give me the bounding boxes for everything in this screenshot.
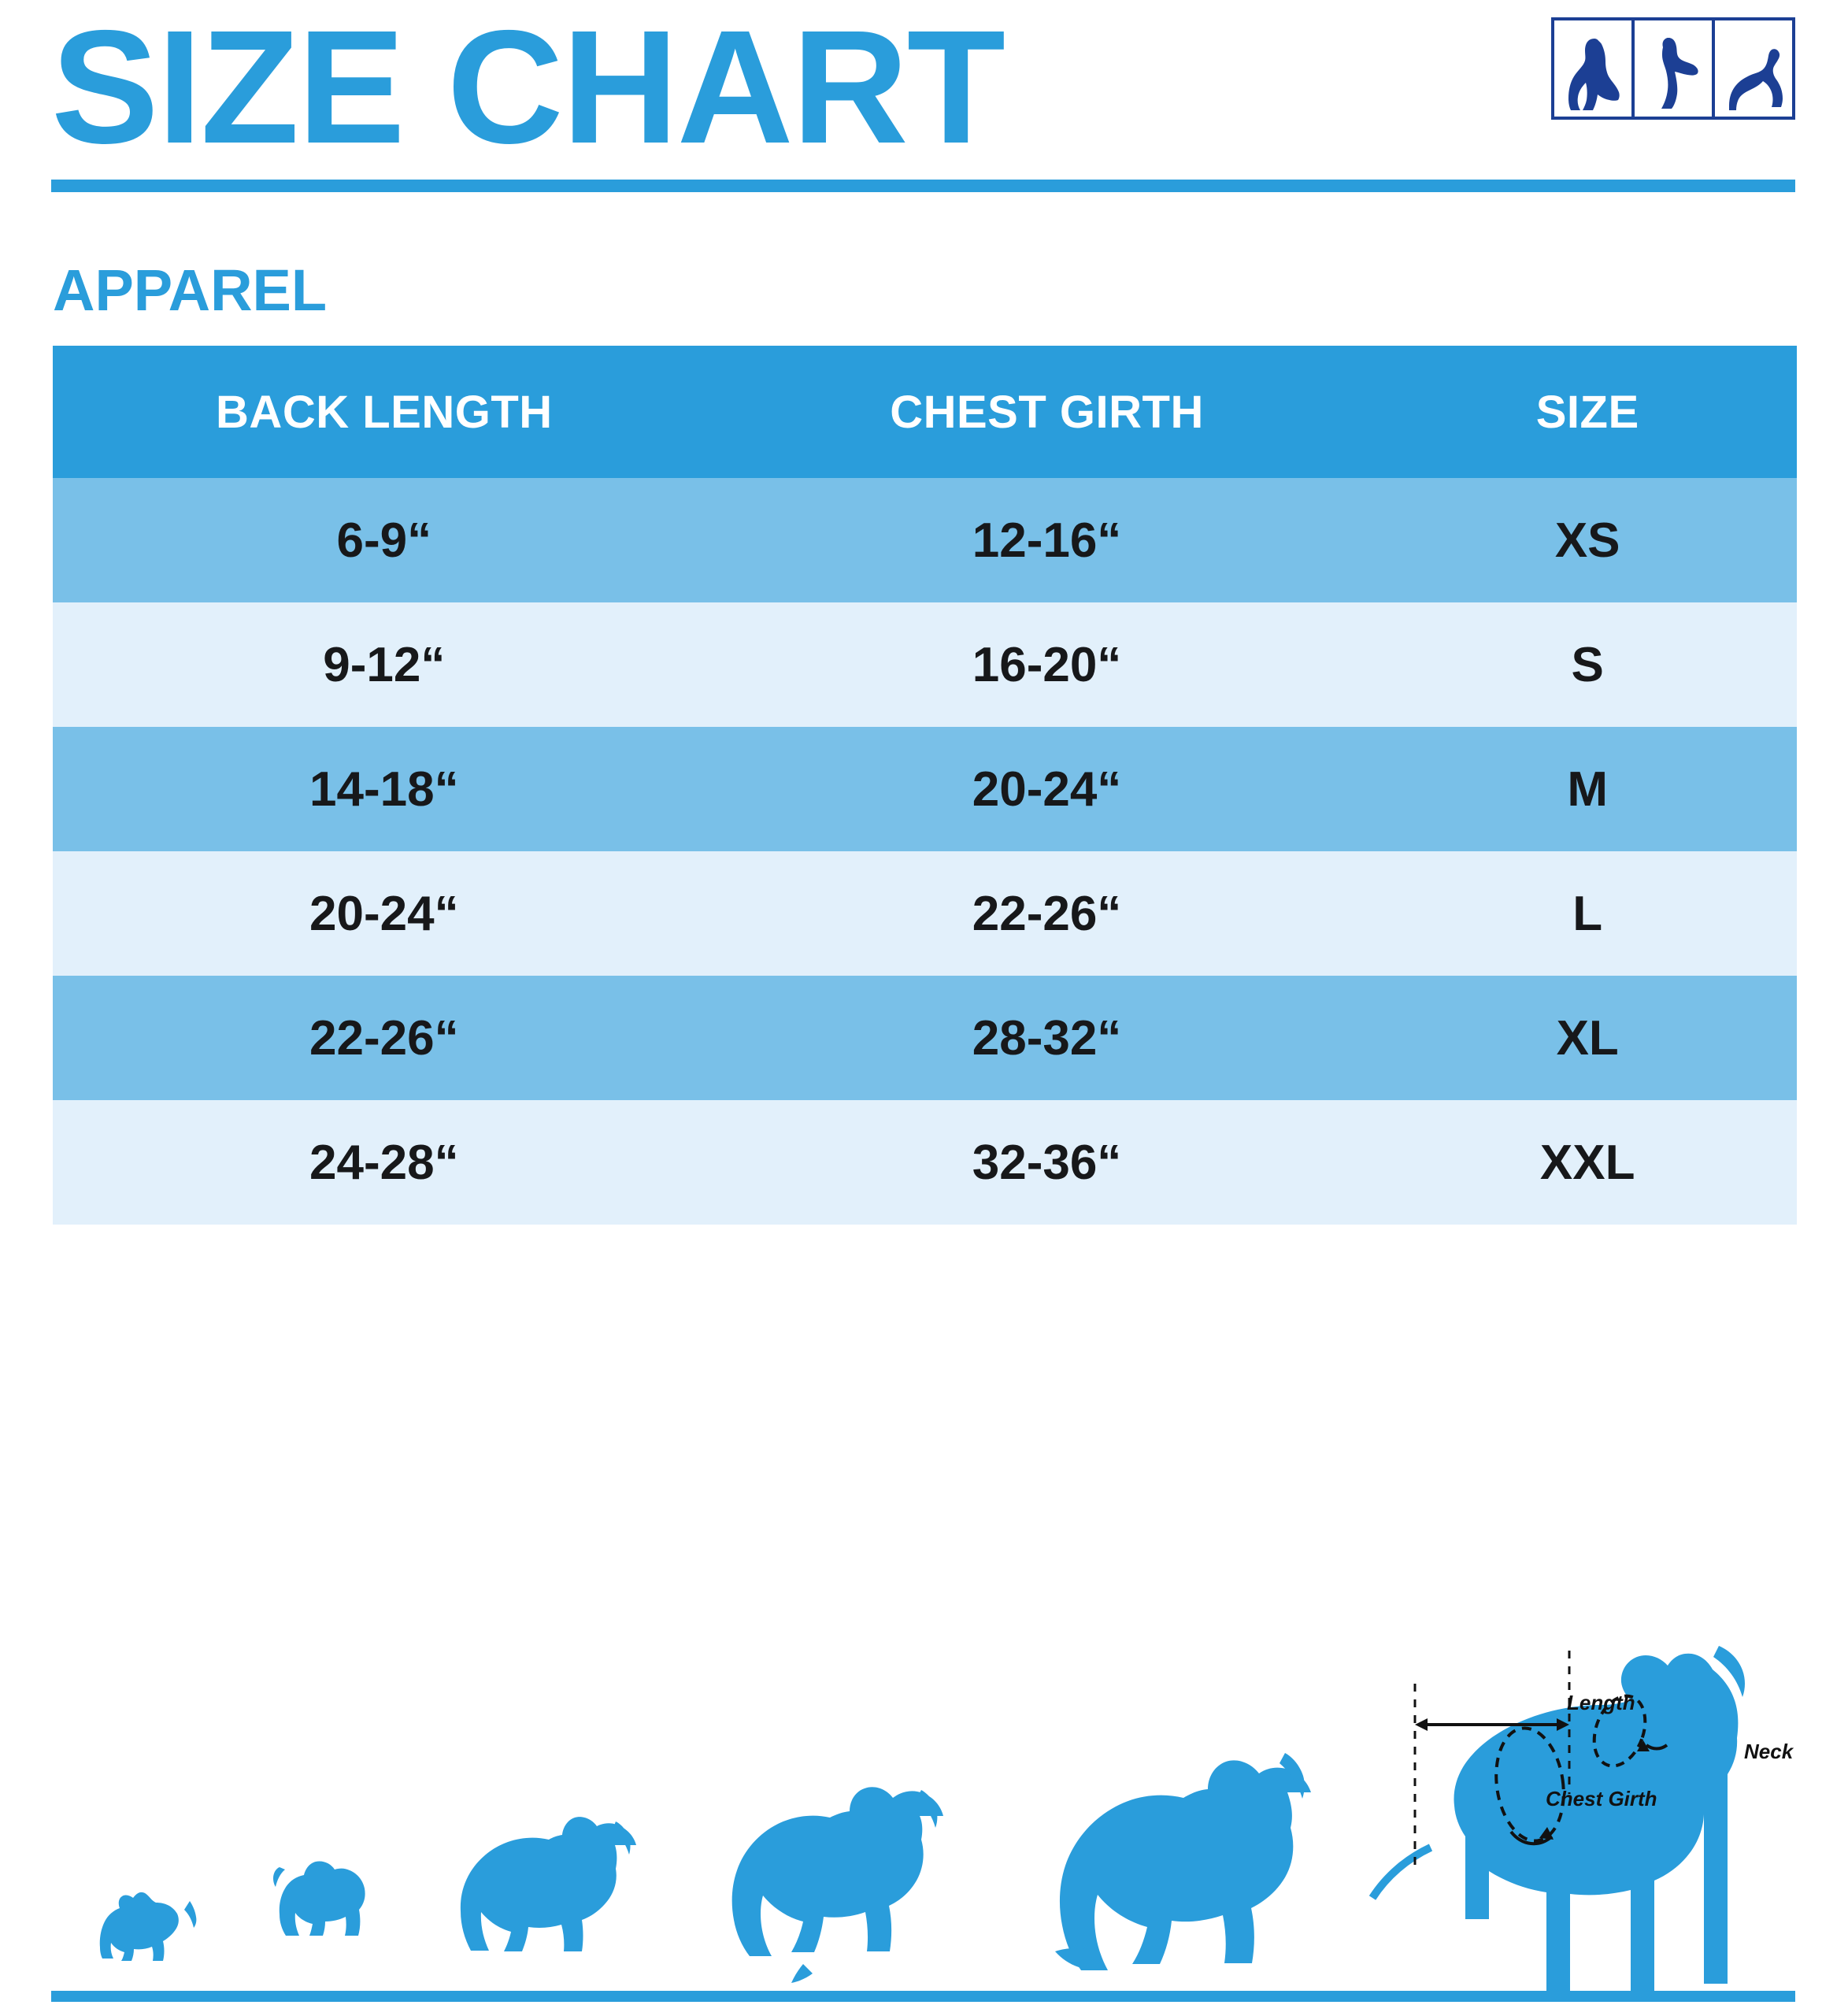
size-table — [53, 346, 1797, 1225]
measure-label-chest-girth: Chest Girth — [1546, 1787, 1657, 1810]
dog-silhouette-row — [51, 1621, 1795, 1991]
measure-label-neck: Neck — [1744, 1740, 1794, 1763]
column-header-back-length: BACK LENGTH — [53, 346, 716, 478]
cell-size: S — [1378, 602, 1797, 727]
table-row — [53, 976, 1797, 1100]
cell-chest-girth: 28-32“ — [716, 976, 1379, 1100]
cell-back-length: 24-28“ — [53, 1100, 716, 1225]
cell-back-length: 20-24“ — [53, 851, 716, 976]
column-header-chest-girth: CHEST GIRTH — [716, 346, 1379, 478]
cell-size: L — [1378, 851, 1797, 976]
table-row — [53, 478, 1797, 602]
brand-logo — [1551, 17, 1795, 120]
table-body — [53, 478, 1797, 1225]
cell-chest-girth: 32-36“ — [716, 1100, 1379, 1225]
section-label-apparel: APPAREL — [53, 258, 328, 323]
table-header — [53, 346, 1797, 478]
ground-line — [51, 1991, 1795, 2002]
table-row — [53, 727, 1797, 851]
dog-silhouette-s-icon — [232, 1853, 390, 1991]
measure-label-length: Length — [1567, 1691, 1635, 1714]
cell-chest-girth: 22-26“ — [716, 851, 1379, 976]
table-header-row — [53, 346, 1797, 478]
cell-size: XS — [1378, 478, 1797, 602]
cell-size: XL — [1378, 976, 1797, 1100]
cell-chest-girth: 16-20“ — [716, 602, 1379, 727]
page-title: SIZE CHART — [51, 0, 1004, 177]
dog-silhouette-begging-icon — [1635, 20, 1715, 117]
cell-back-length: 22-26“ — [53, 976, 716, 1100]
table-row — [53, 602, 1797, 727]
cell-chest-girth: 20-24“ — [716, 727, 1379, 851]
dog-silhouette-l-icon — [724, 1778, 968, 1991]
dog-measurement-diagram — [1342, 1636, 1795, 1991]
cell-back-length: 14-18“ — [53, 727, 716, 851]
table-row — [53, 851, 1797, 976]
dog-silhouette-xs-icon — [59, 1873, 205, 1991]
cell-chest-girth: 12-16“ — [716, 478, 1379, 602]
dog-size-illustration — [0, 1606, 1848, 2016]
dog-silhouette-sitting-icon — [1554, 20, 1635, 117]
column-header-size: SIZE — [1378, 346, 1797, 478]
header-divider — [51, 180, 1795, 192]
cell-back-length: 9-12“ — [53, 602, 716, 727]
dog-silhouette-xl-icon — [1031, 1731, 1342, 1991]
page-header — [43, 0, 1805, 211]
dog-silhouette-m-icon — [433, 1814, 661, 1991]
cell-size: XXL — [1378, 1100, 1797, 1225]
cell-back-length: 6-9“ — [53, 478, 716, 602]
dog-silhouette-standing-icon — [1715, 20, 1792, 117]
table-row — [53, 1100, 1797, 1225]
cell-size: M — [1378, 727, 1797, 851]
